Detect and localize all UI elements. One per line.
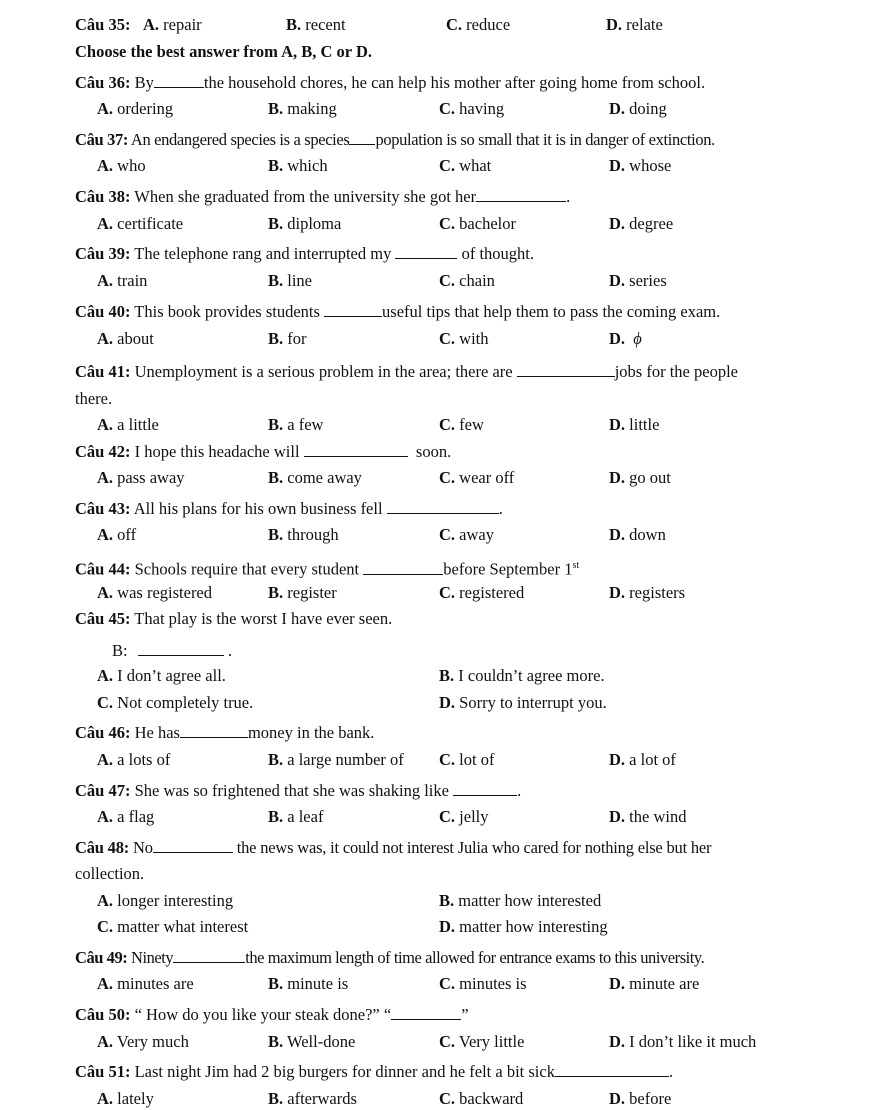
option-text: matter what interest (117, 917, 249, 936)
option-text: backward (459, 1089, 524, 1108)
answer-blank (391, 1005, 461, 1020)
option-a[interactable] (97, 891, 233, 911)
option-letter: C. (439, 468, 456, 487)
option-letter: D. (609, 329, 626, 348)
option-letter: A. (97, 415, 114, 434)
question-text: Last night Jim had 2 big burgers for dinner and he felt a bit sick (134, 1062, 555, 1081)
option-d[interactable] (609, 525, 666, 545)
option-text: little (629, 415, 660, 434)
option-a[interactable] (97, 807, 154, 827)
option-b[interactable] (268, 156, 328, 176)
question-label: Câu 35: (75, 15, 131, 34)
option-c[interactable] (439, 525, 494, 545)
option-text: longer interesting (117, 891, 234, 910)
option-c[interactable] (97, 693, 253, 713)
option-c[interactable] (446, 15, 510, 35)
option-text: registered (459, 583, 525, 602)
option-letter: D. (609, 583, 626, 602)
option-b[interactable] (268, 415, 323, 435)
option-a[interactable] (97, 583, 212, 603)
question-continuation: there. (75, 389, 113, 408)
option-text: having (459, 99, 505, 118)
option-c[interactable] (439, 329, 489, 349)
question-text: Schools require that every student (134, 559, 360, 579)
option-text: through (287, 525, 339, 544)
option-letter: B. (268, 99, 284, 118)
option-a[interactable] (97, 415, 159, 435)
option-text: I don’t agree all. (117, 666, 226, 685)
option-b[interactable] (439, 666, 605, 686)
option-text: who (117, 156, 146, 175)
option-text: a little (117, 415, 159, 434)
option-letter: B. (439, 666, 455, 685)
question-text: . (227, 641, 232, 660)
question-label: Câu 39: (75, 244, 131, 263)
option-text: whose (629, 156, 672, 175)
option-text: for (287, 329, 307, 348)
answer-blank (180, 723, 248, 738)
question-text: All his plans for his own business fell (133, 499, 383, 518)
option-letter: C. (439, 271, 456, 290)
option-a[interactable] (97, 468, 185, 488)
option-letter: D. (439, 693, 456, 712)
option-letter: C. (439, 583, 456, 602)
option-d[interactable] (609, 156, 671, 176)
option-text: bachelor (459, 214, 516, 233)
question-label: Câu 41: (75, 362, 131, 381)
question-50 (75, 1005, 810, 1025)
option-letter: B. (268, 329, 284, 348)
question-label: Câu 42: (75, 442, 131, 461)
option-a[interactable] (97, 974, 194, 994)
option-text: I couldn’t agree more. (458, 666, 605, 685)
question-text: money in the bank. (247, 723, 375, 742)
option-b[interactable] (286, 15, 346, 35)
option-text: down (629, 525, 666, 544)
option-letter: A. (97, 271, 114, 290)
option-text: few (459, 415, 484, 434)
option-letter: B. (268, 468, 284, 487)
question-38 (75, 187, 810, 207)
question-label: Câu 38: (75, 187, 131, 206)
option-text: Sorry to interrupt you. (459, 693, 607, 712)
option-d[interactable] (609, 1089, 671, 1109)
option-letter: A. (97, 214, 114, 233)
option-letter: B. (268, 156, 284, 175)
question-label: Câu 45: (75, 609, 131, 628)
option-letter: C. (439, 750, 456, 769)
option-letter: A. (97, 891, 114, 910)
answer-blank (453, 781, 517, 796)
option-letter: C. (97, 693, 114, 712)
option-text: a large number of (287, 750, 404, 769)
question-label: Câu 36: (75, 73, 131, 92)
option-d[interactable] (609, 99, 667, 119)
option-d[interactable] (609, 271, 667, 291)
question-40 (75, 302, 810, 322)
option-b[interactable] (268, 525, 339, 545)
option-text: which (287, 156, 328, 175)
speaker-b-line (112, 641, 232, 661)
option-text: Not completely true. (117, 693, 254, 712)
option-text: away (459, 525, 494, 544)
option-text: registers (629, 583, 686, 602)
option-d[interactable] (609, 468, 671, 488)
option-letter: D. (609, 974, 626, 993)
option-letter: B. (268, 214, 284, 233)
question-51 (75, 1062, 810, 1082)
option-b[interactable] (268, 271, 312, 291)
option-b[interactable] (268, 807, 323, 827)
option-text: Very little (458, 1032, 525, 1051)
option-letter: B. (268, 1032, 284, 1051)
option-d[interactable] (609, 807, 686, 827)
option-text: minute is (287, 974, 349, 993)
option-a[interactable] (97, 1032, 189, 1052)
answer-blank (517, 362, 615, 377)
option-letter: D. (609, 807, 626, 826)
option-d[interactable] (609, 415, 659, 435)
question-44 (75, 556, 810, 580)
question-text: jobs for the people (614, 362, 738, 381)
option-c[interactable] (439, 156, 491, 176)
option-letter: C. (446, 15, 463, 34)
option-text: making (287, 99, 337, 118)
option-letter: A. (97, 468, 114, 487)
question-label: Câu 43: (75, 499, 131, 518)
question-49 (75, 948, 810, 968)
option-letter: B. (268, 525, 284, 544)
question-text: . (517, 781, 522, 800)
option-text: diploma (287, 214, 342, 233)
question-text: He has (134, 723, 180, 742)
option-letter: D. (609, 99, 626, 118)
question-text: She was so frightened that she was shaking like (134, 781, 449, 800)
option-letter: C. (439, 156, 456, 175)
question-text: ” (461, 1005, 469, 1024)
option-letter: B. (268, 415, 284, 434)
option-text: Well-done (286, 1032, 356, 1051)
option-letter: D. (609, 415, 626, 434)
question-label: Câu 44: (75, 559, 131, 579)
speaker-label: B: (112, 641, 128, 660)
question-text: . (668, 1062, 674, 1081)
option-text: lately (117, 1089, 154, 1108)
answer-blank (387, 499, 499, 514)
option-d[interactable] (609, 583, 685, 603)
option-text: wear off (459, 468, 515, 487)
option-b[interactable] (268, 750, 404, 770)
option-text: matter how interested (458, 891, 602, 910)
answer-blank (153, 838, 233, 853)
answer-blank (154, 73, 204, 88)
option-text: afterwards (287, 1089, 357, 1108)
option-d[interactable] (606, 15, 663, 35)
option-letter: D. (609, 214, 626, 233)
question-text: soon. (415, 442, 452, 461)
option-text: about (117, 329, 154, 348)
option-letter: C. (439, 415, 456, 434)
option-text: before (629, 1089, 672, 1108)
question-48 (75, 838, 810, 858)
option-text: ordering (117, 99, 174, 118)
option-letter: D. (609, 750, 626, 769)
option-a[interactable] (97, 214, 183, 234)
question-43 (75, 499, 810, 519)
option-d[interactable] (609, 1032, 756, 1052)
option-a[interactable] (97, 1089, 154, 1109)
option-letter: C. (439, 974, 456, 993)
question-text: population is so small that it is in danger of extinction. (375, 130, 715, 149)
question-label: Câu 47: (75, 781, 131, 800)
option-c[interactable] (439, 1089, 523, 1109)
option-a[interactable] (97, 271, 147, 291)
option-text: jelly (459, 807, 489, 826)
option-text: register (287, 583, 337, 602)
option-letter: B. (439, 891, 455, 910)
option-c[interactable] (97, 917, 248, 937)
option-d[interactable] (439, 917, 608, 937)
answer-blank (138, 641, 224, 656)
question-45 (75, 609, 810, 629)
option-text: Very much (116, 1032, 189, 1051)
answer-blank (476, 187, 566, 202)
option-text: a leaf (287, 807, 324, 826)
option-text: a lot of (629, 750, 676, 769)
option-text: go out (629, 468, 671, 487)
option-letter: C. (439, 1089, 456, 1108)
question-text: . (498, 499, 503, 518)
option-b[interactable] (268, 583, 337, 603)
option-letter: D. (606, 15, 623, 34)
question-text: . (566, 187, 571, 206)
option-a[interactable] (97, 525, 136, 545)
question-text: “ How do you like your steak done?” “ (134, 1005, 392, 1024)
question-text: The telephone rang and interrupted my (134, 244, 392, 263)
option-letter: B. (268, 271, 284, 290)
answer-blank (555, 1062, 669, 1077)
option-letter: A. (97, 974, 114, 993)
option-a[interactable] (97, 156, 146, 176)
option-b[interactable] (268, 1032, 355, 1052)
option-c[interactable] (439, 1032, 524, 1052)
option-letter: B. (268, 1089, 284, 1108)
option-a[interactable] (143, 15, 202, 35)
question-text: the household chores, he can help his mother after going home from school. (203, 73, 706, 92)
option-text: minute are (629, 974, 700, 993)
question-label: Câu 51: (75, 1062, 131, 1081)
option-text: reduce (466, 15, 511, 34)
question-label: Câu 50: (75, 1005, 131, 1024)
question-41 (75, 362, 810, 382)
option-letter: D. (609, 468, 626, 487)
option-letter: B. (268, 583, 284, 602)
option-b[interactable] (268, 214, 341, 234)
option-letter: D. (609, 156, 626, 175)
option-letter: B. (286, 15, 302, 34)
option-text: ϕ (633, 329, 642, 348)
question-continuation: collection. (75, 864, 145, 883)
answer-blank (349, 130, 375, 145)
option-letter: C. (439, 525, 456, 544)
question-text: of thought. (461, 244, 534, 263)
question-label: Câu 49: (75, 948, 128, 967)
option-letter: A. (97, 1089, 114, 1108)
option-text: minutes are (117, 974, 194, 993)
answer-blank (173, 948, 245, 963)
question-label: Câu 37: (75, 130, 129, 149)
section-title: Choose the best answer from A, B, C or D. (75, 42, 372, 61)
option-text: recent (305, 15, 346, 34)
option-letter: A. (97, 525, 114, 544)
option-text: relate (626, 15, 663, 34)
option-c[interactable] (439, 750, 494, 770)
option-c[interactable] (439, 974, 527, 994)
question-text: the news was, it could not interest Julia who cared for nothing else but her (236, 838, 712, 857)
option-letter: C. (97, 917, 114, 936)
option-b[interactable] (268, 1089, 357, 1109)
option-b[interactable] (268, 99, 337, 119)
option-letter: A. (97, 156, 114, 175)
option-c[interactable] (439, 583, 524, 603)
option-letter: A. (97, 807, 114, 826)
option-letter: A. (97, 583, 114, 602)
question-37 (75, 130, 810, 150)
question-label: Câu 48: (75, 838, 130, 857)
question-47 (75, 781, 810, 801)
question-text: By (134, 73, 154, 92)
option-letter: B. (268, 807, 284, 826)
option-c[interactable] (439, 214, 516, 234)
option-letter: D. (609, 1032, 626, 1051)
option-b[interactable] (268, 468, 362, 488)
option-letter: A. (97, 1032, 114, 1051)
option-letter: A. (143, 15, 160, 34)
option-text: what (459, 156, 492, 175)
option-b[interactable] (268, 974, 348, 994)
question-42 (75, 442, 810, 462)
option-c[interactable] (439, 807, 489, 827)
superscript: st (572, 560, 580, 571)
option-letter: D. (609, 525, 626, 544)
option-d[interactable] (609, 974, 699, 994)
option-letter: B. (268, 974, 284, 993)
option-d[interactable] (609, 214, 673, 234)
option-letter: A. (97, 750, 114, 769)
option-text: minutes is (459, 974, 527, 993)
option-letter: A. (97, 329, 114, 348)
option-d[interactable] (609, 750, 676, 770)
option-text: a lots of (117, 750, 171, 769)
option-letter: D. (439, 917, 456, 936)
question-text: I hope this headache will (134, 442, 300, 461)
answer-blank (363, 560, 443, 575)
option-text: pass away (117, 468, 185, 487)
option-a[interactable] (97, 99, 173, 119)
option-text: a few (287, 415, 324, 434)
option-letter: A. (97, 666, 114, 685)
option-d[interactable] (439, 693, 607, 713)
option-c[interactable] (439, 99, 504, 119)
question-46 (75, 723, 810, 743)
option-c[interactable] (439, 468, 514, 488)
option-letter: C. (439, 99, 456, 118)
option-c[interactable] (439, 415, 484, 435)
question-label: Câu 46: (75, 723, 131, 742)
option-text: a flag (117, 807, 155, 826)
question-text: before September 1 (443, 559, 573, 579)
question-text: When she graduated from the university she got her (134, 187, 477, 206)
option-text: lot of (459, 750, 495, 769)
option-text: was registered (117, 583, 213, 602)
option-letter: C. (439, 1032, 456, 1051)
option-text: line (287, 271, 313, 290)
question-36 (75, 73, 810, 93)
option-text: the wind (629, 807, 687, 826)
option-letter: C. (439, 329, 456, 348)
option-text: doing (629, 99, 667, 118)
question-text: the maximum length of time allowed for entrance exams to this university. (245, 948, 705, 967)
answer-blank (395, 244, 457, 259)
option-text: I don’t like it much (629, 1032, 757, 1051)
question-text: No (133, 838, 153, 857)
answer-blank (324, 302, 382, 317)
answer-blank (304, 442, 408, 457)
option-a[interactable] (97, 750, 170, 770)
option-text: come away (287, 468, 362, 487)
option-text: with (459, 329, 489, 348)
option-b[interactable] (439, 891, 601, 911)
option-letter: C. (439, 214, 456, 233)
option-text: repair (163, 15, 202, 34)
question-text: useful tips that help them to pass the coming exam. (382, 302, 721, 321)
question-text: That play is the worst I have ever seen. (134, 609, 393, 628)
option-a[interactable] (97, 666, 226, 686)
option-text: series (629, 271, 667, 290)
option-a[interactable] (97, 329, 154, 349)
option-letter: D. (609, 1089, 626, 1108)
option-text: matter how interesting (459, 917, 608, 936)
option-text: chain (459, 271, 495, 290)
option-b[interactable] (268, 329, 307, 349)
option-d[interactable] (609, 329, 642, 349)
option-text: degree (629, 214, 674, 233)
option-letter: A. (97, 99, 114, 118)
option-c[interactable] (439, 271, 495, 291)
option-letter: B. (268, 750, 284, 769)
question-text: Ninety (131, 948, 174, 967)
question-text: An endangered species is a species (130, 130, 350, 149)
option-letter: D. (609, 271, 626, 290)
question-text: This book provides students (134, 302, 320, 321)
option-letter: C. (439, 807, 456, 826)
option-text: train (117, 271, 148, 290)
option-text: certificate (117, 214, 184, 233)
question-label: Câu 40: (75, 302, 131, 321)
option-text: off (117, 525, 137, 544)
question-text: Unemployment is a serious problem in the area; there are (134, 362, 513, 381)
question-39 (75, 244, 810, 264)
